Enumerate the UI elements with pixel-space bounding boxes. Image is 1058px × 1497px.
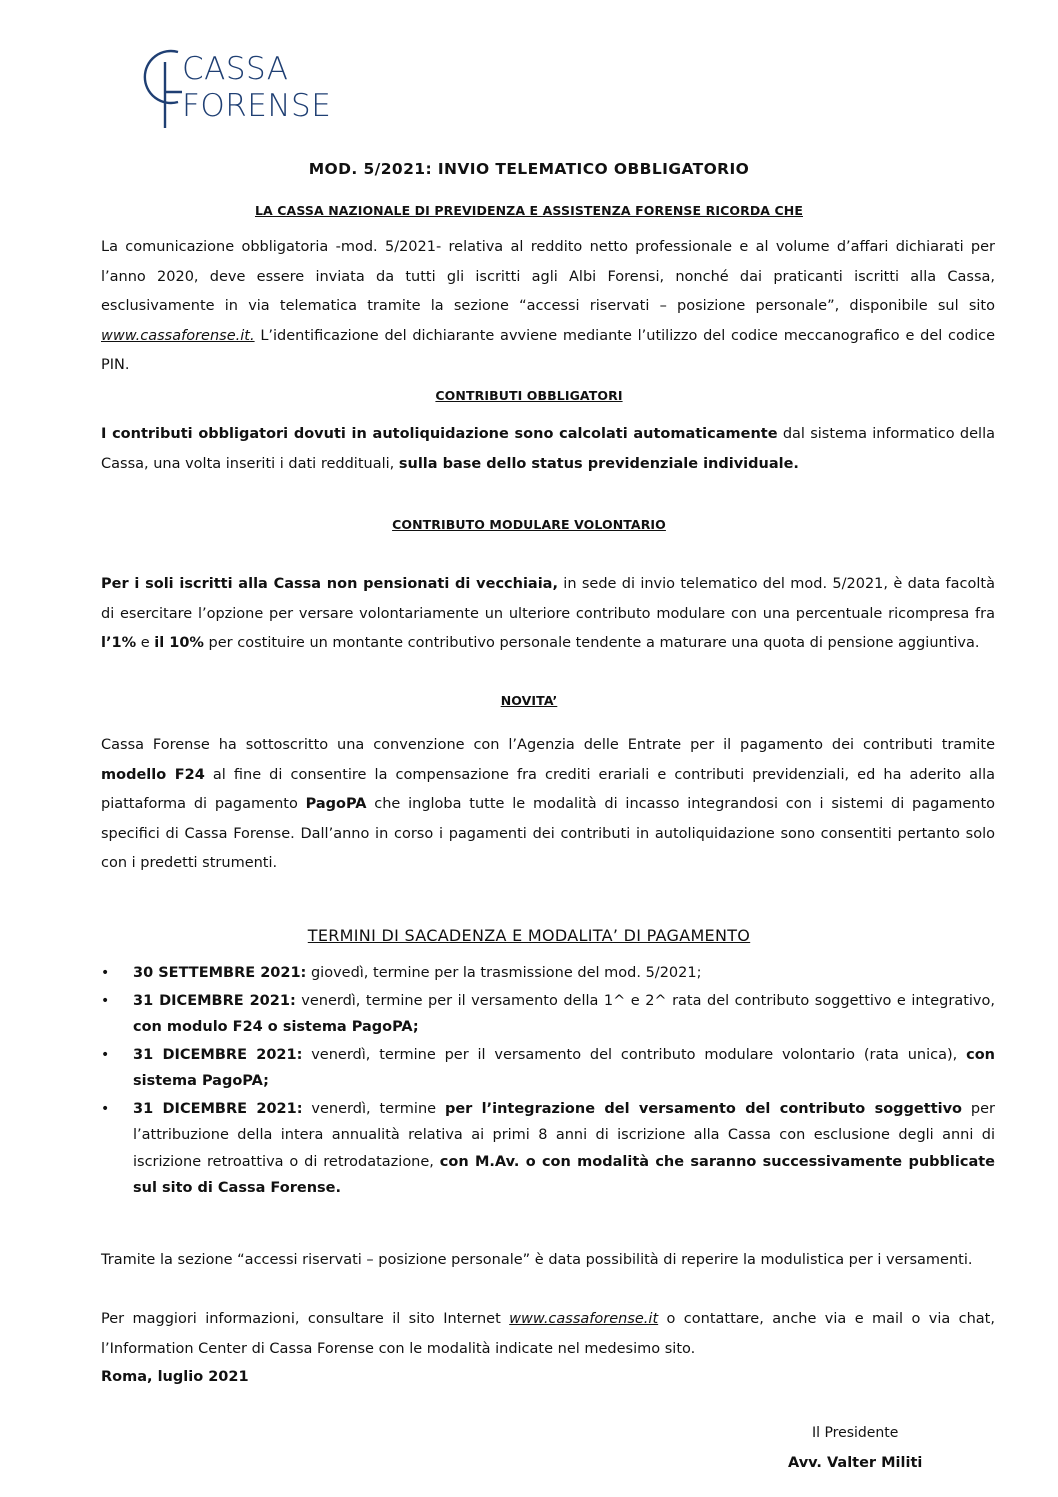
signatory-role: Il Presidente — [812, 1425, 899, 1441]
logo-word-cassa: CASSA — [182, 51, 289, 87]
place-date: Roma, luglio 2021 — [101, 1369, 249, 1385]
bullet-icon: • — [101, 1046, 110, 1063]
modulare-paragraph: Per i soli iscritti alla Cassa non pensionati di vecchiaia, in sede di invio telematico del mod. 5/2021, è data facoltà di esercitare l’opzione per versare volontariamente un ulteriore contributo modulare con una percentuale ricompresa fra l’1% e il 10% per costituire un montante contributivo personale tendente a maturare una quota di pensione aggiuntiva. — [101, 576, 995, 651]
contributi-paragraph: I contributi obbligatori dovuti in autoliquidazione sono calcolati automaticamente dal sistema informatico della Cassa, una volta inseriti i dati reddituali, sulla base dello status previdenziale individuale. — [101, 426, 995, 472]
deadline-list — [101, 960, 995, 1203]
intro-heading: LA CASSA NAZIONALE DI PREVIDENZA E ASSISTENZA FORENSE RICORDA CHE — [254, 203, 803, 218]
cassaforense-link[interactable]: www.cassaforense.it — [509, 1311, 659, 1327]
list-item: • 30 SETTEMBRE 2021: giovedì, termine per la trasmissione del mod. 5/2021; — [101, 960, 995, 987]
list-item: • 31 DICEMBRE 2021: venerdì, termine per il versamento del contributo modulare volontario (rata unica), con sistema PagoPA; — [101, 1042, 995, 1095]
novita-heading: NOVITA’ — [500, 693, 558, 708]
bullet-icon: • — [101, 1100, 110, 1117]
bullet-icon: • — [101, 992, 110, 1009]
list-item: • 31 DICEMBRE 2021: venerdì, termine per il versamento della 1^ e 2^ rata del contributo soggettivo e integrativo, con modulo F24 o sistema PagoPA; — [101, 988, 995, 1041]
intro-paragraph: La comunicazione obbligatoria -mod. 5/2021- relativa al reddito netto professionale e al volume d’affari dichiarati per l’anno 2020, deve essere inviata da tutti gli iscritti agli Albi Forensi, nonché dai praticanti iscritti alla Cassa, esclusivamente in via telematica tramite la sezione “accessi riservati – posizione personale”, disponibile sul sito www.cassaforense.it. L’identificazione del dichiarante avviene mediante l’utilizzo del codice meccanografico e del codice PIN. — [101, 239, 995, 373]
termini-heading: TERMINI DI SACADENZA E MODALITA’ DI PAGAMENTO — [307, 926, 751, 945]
novita-paragraph: Cassa Forense ha sottoscritto una convenzione con l’Agenzia delle Entrate per il pagamento dei contributi tramite modello F24 al fine di consentire la compensazione fra crediti erariali e contributi previdenziali, ed ha aderito alla piattaforma di pagamento PagoPA che ingloba tutte le modalità di incasso integrandosi con i sistemi di pagamento specifici di Cassa Forense. Dall’anno in corso i pagamenti dei contributi in autoliquidazione sono consentiti pertanto solo con i predetti strumenti. — [101, 737, 995, 871]
list-item: • 31 DICEMBRE 2021: venerdì, termine per l’integrazione del versamento del contributo soggettivo per l’attribuzione della intera annualità relativa ai primi 8 anni di iscrizione alla Cassa con esclusione degli anni di iscrizione retroattiva o di retrodatazione, con M.Av. o con modalità che saranno successivamente pubblicate sul sito di Cassa Forense. — [101, 1096, 995, 1202]
modulare-heading: CONTRIBUTO MODULARE VOLONTARIO — [392, 517, 666, 532]
logo-word-forense: FORENSE — [182, 88, 332, 124]
document-title: MOD. 5/2021: INVIO TELEMATICO OBBLIGATORIO — [308, 160, 750, 178]
signatory-name: Avv. Valter Militi — [788, 1455, 923, 1471]
closing-paragraph-modulistica: Tramite la sezione “accessi riservati – posizione personale” è data possibilità di reperire la modulistica per i versamenti. — [101, 1252, 973, 1268]
cassaforense-link[interactable]: www.cassaforense.it. — [101, 327, 255, 344]
closing-paragraph-info: Per maggiori informazioni, consultare il sito Internet www.cassaforense.it o contattare, anche via e mail o via chat, l’Information Center di Cassa Forense con le modalità indicate nel medesimo sito. — [101, 1311, 995, 1357]
cassa-forense-logo — [138, 40, 338, 130]
bullet-icon: • — [101, 965, 110, 981]
contributi-heading: CONTRIBUTI OBBLIGATORI — [435, 388, 623, 403]
